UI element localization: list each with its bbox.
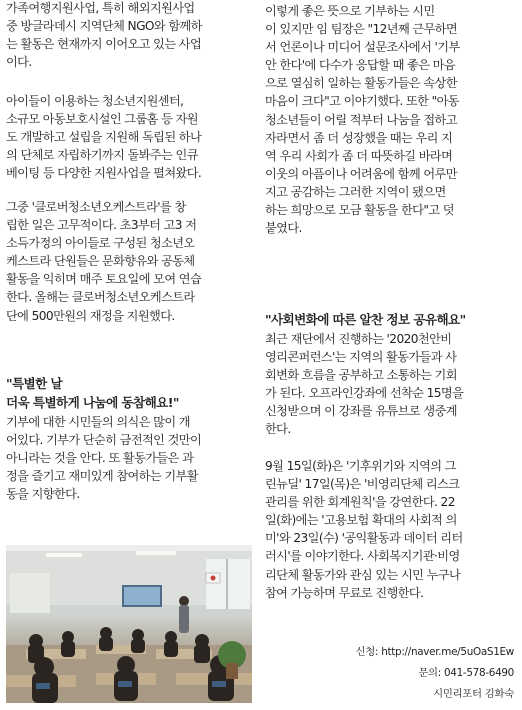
contact-info: 문의: 041-578-6490 [418, 667, 514, 679]
classroom-photo [6, 545, 252, 703]
apply-link[interactable]: 신청: http://naver.me/5uOaS1Ew [355, 646, 514, 658]
paragraph-schedule: 9월 15일(화)은 '기후위기와 지역의 그 린뉴딜' 17일(목)은 '비영리단체 리스크 관리를 위한 회계원칙'을 강연한다. 22 일(화)에는 '고용보험 확대의 사회적 의 미'와 23일(수) '공익활동과 데이터 리터 러시'를 이야기한다. 사회복지기관·비영 리단체 활동가와 관심 있는 시민 누구나 참여 가능하며 무료로 진행한다. [265, 459, 463, 600]
paragraph-youth-centers: 아이들이 이용하는 청소년지원센터, 소규모 아동보호시설인 그룹홈 등 자원 도 개발하고 설립을 지원해 독립된 하나 의 단체로 자립하기까지 돌봐주는 인큐 베이팅 등 다양한 지원사업을 펼쳐왔다. [6, 94, 202, 181]
paragraph-orchestra: 그중 '클로버청소년오케스트라'를 창 립한 일은 고무적이다. 초3부터 고3 저 소득가정의 아이들로 구성된 청소년오 케스트라 단원들은 문화향유와 공동체 활동을 익히며 매주 토요일에 모여 연습 한다. 올해는 클로버청소년오케스트라 단에 500만원의 재정을 지원했다. [6, 200, 202, 323]
classroom-photo-drawing [6, 545, 252, 703]
reporter-byline: 시민리포터 김화숙 [433, 688, 514, 700]
section-heading-info-sharing: "사회변화에 따른 알찬 정보 공유해요" [265, 312, 466, 327]
paragraph-family-travel: 가족여행지원사업, 특히 해외지원사업 중 방글라데시 지역단체 NGO와 함께하 는 활동은 현재까지 이어오고 있는 사업 이다. [6, 1, 202, 70]
section-heading-special-day: "특별한 날 더욱 특별하게 나눔에 동참해요!" [6, 376, 179, 410]
paragraph-conference: 최근 재단에서 진행하는 '2020천안비 영리콘퍼런스'는 지역의 활동가들과 사 회변화 흐름을 공부하고 소통하는 기회 가 된다. 오프라인강좌에 선착순 15명을 신청받으며 이 강좌를 유튜브로 생중계 한다. [265, 332, 464, 437]
paragraph-team-leader-quote: 이렇게 좋은 뜻으로 기부하는 시민 이 있지만 임 팀장은 "12년째 근무하면 서 언론이나 미디어 설문조사에서 '기부 안 한다'에 다수가 응답할 때 좋은 마음 으로 열심히 일하는 활동가들은 속상한 마음이 크다"고 이야기했다. 또한 "아동 청소년들이 어릴 적부터 나눔을 접하고 자라면서 좀 더 성장했을 때는 우리 지 역 우리 사회가 좀 더 따뜻하길 바라며 이웃의 아픔이나 어려움에 함께 어루만 지고 공감하는 그러한 지역이 됐으면 하는 희망으로 모금 활동을 한다"고 덧 붙였다. [265, 4, 460, 236]
paragraph-donation-awareness: 기부에 대한 시민들의 의식은 많이 개 어있다. 기부가 단순히 금전적인 것만이 아니라는 것을 안다. 또 활동가들은 과 정을 즐기고 재미있게 참여하는 기부활 동을 지향한다. [6, 415, 202, 502]
